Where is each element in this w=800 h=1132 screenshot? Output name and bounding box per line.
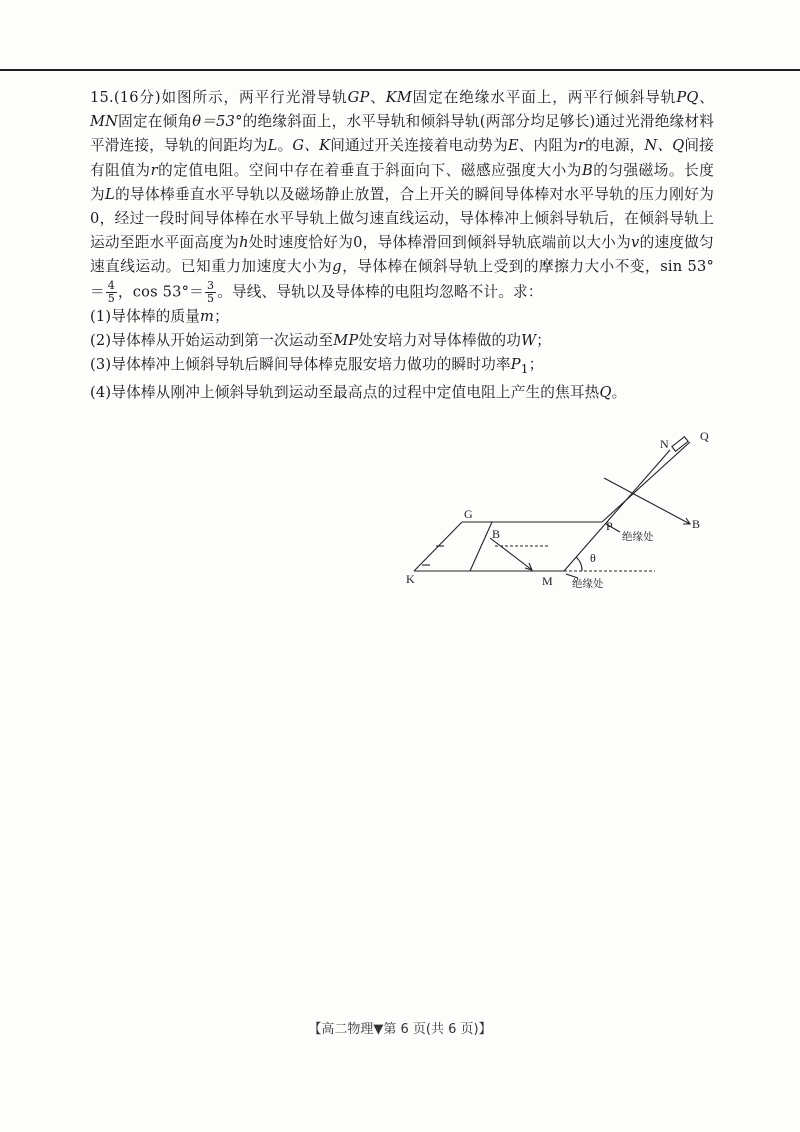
text: 。 — [277, 137, 293, 155]
problem-points: (16分) — [113, 89, 161, 106]
label-P: P — [606, 519, 613, 533]
var-GP: GP — [347, 89, 370, 106]
problem-statement — [90, 86, 714, 305]
var-r: r — [150, 161, 158, 179]
var-NQ: N、Q — [644, 137, 685, 155]
var-m: m — [200, 307, 215, 325]
label-M: M — [542, 574, 553, 588]
text: 处安培力对导体棒做的功 — [358, 331, 522, 349]
var-W: W — [521, 331, 537, 349]
text: 的速度做匀速直线运动。已知重力加速度大小为 — [90, 234, 714, 276]
text: 间通过开关连接着电动势为 — [330, 137, 508, 155]
label-insulated-bottom: 绝缘处 — [572, 578, 604, 590]
fraction-cos — [205, 280, 216, 305]
question-4 — [90, 381, 714, 405]
cos-label: cos 53°＝ — [132, 283, 204, 301]
resistor — [672, 437, 688, 452]
problem-15 — [90, 86, 714, 405]
page-footer: 【高二物理▼第 6 页(共 6 页)】 — [308, 1022, 492, 1037]
theta-arc — [576, 557, 582, 571]
rail-diagram — [400, 428, 720, 608]
text: 、内阻为 — [518, 137, 578, 155]
text: ； — [528, 356, 544, 374]
var-h: h — [239, 234, 249, 252]
var-L: L — [267, 137, 278, 155]
problem-number: 15. — [90, 89, 114, 106]
question-1 — [90, 305, 714, 329]
var-P: P — [510, 356, 521, 374]
label-K: K — [406, 572, 415, 586]
var-v: v — [631, 234, 640, 252]
label-G: G — [464, 507, 473, 521]
sin-label: sin 53°＝ — [90, 258, 715, 301]
text: 、 — [369, 89, 386, 106]
label-insulated-top: 绝缘处 — [622, 531, 654, 543]
text: 、 — [698, 89, 715, 106]
text: ； — [536, 331, 552, 349]
fraction-sin — [106, 280, 117, 305]
label-Q: Q — [700, 429, 709, 443]
text: 固定在绝缘水平面上，两平行倾斜导轨 — [411, 89, 677, 106]
text: ； — [214, 307, 229, 325]
b-field-line — [604, 478, 690, 524]
var-B: B — [581, 161, 593, 179]
var-g: g — [332, 258, 342, 276]
label-B-right: B — [692, 517, 701, 531]
label-theta: θ — [590, 551, 596, 565]
var-E: E — [507, 137, 519, 155]
var-KM: KM — [385, 89, 412, 106]
text: (3)导体棒冲上倾斜导轨后瞬间导体棒克服安培力做功的瞬时功率 — [90, 356, 511, 374]
rail-MN — [564, 450, 670, 571]
var-PQ: PQ — [676, 89, 699, 106]
text: (2)导体棒从开始运动到第一次运动至 — [90, 331, 334, 349]
question-3 — [90, 353, 714, 381]
fraction-numerator: 4 — [107, 278, 115, 292]
text: ，导体棒在倾斜导轨上受到的摩擦力大小不变， — [341, 258, 661, 276]
text: (1)导体棒的质量 — [90, 307, 201, 325]
fraction-denominator: 5 — [206, 291, 215, 305]
text: 的匀强磁场。长度为 — [90, 161, 714, 203]
fraction-denominator: 5 — [107, 291, 115, 305]
b-field-line — [490, 538, 532, 570]
text: (4)导体棒从刚冲上倾斜导轨到运动至最高点的过程中定值电阻上产生的焦耳热 — [90, 384, 600, 402]
text: 的导体棒垂直水平导轨以及磁场静止放置，合上开关的瞬间导体棒对水平导轨的压力刚好为0，经过一段时间导体棒在水平导轨上做匀速直线运动，导体棒冲上倾斜导轨后，在倾斜导轨上运动至距水平面高度为 — [90, 185, 714, 252]
text: 间接有阻值为 — [90, 137, 714, 179]
var-theta: θ＝53° — [192, 113, 243, 131]
var-GK: G、K — [292, 137, 331, 155]
question-2 — [90, 329, 714, 353]
text: 的定值电阻。空间中存在着垂直于斜面向下、磁感应强度大小为 — [157, 161, 582, 179]
text: 如图所示，两平行光滑导轨 — [160, 89, 348, 106]
var-MP: MP — [333, 331, 359, 349]
rail-PQ — [602, 442, 690, 522]
top-rule — [0, 69, 800, 71]
var-MN: MN — [90, 113, 119, 131]
text: 的绝缘斜面上，水平导轨和倾斜导轨(两部分均足够长)通过光滑绝缘材料平滑连接，导轨的间距均为 — [90, 113, 714, 155]
conductor-rod — [470, 522, 492, 571]
text: ， — [118, 283, 133, 301]
var-r: r — [577, 137, 586, 155]
text: 的电源， — [585, 137, 645, 155]
text: 固定在倾角 — [118, 113, 193, 131]
var-L: L — [104, 185, 115, 203]
text: 。导线、导轨以及导体棒的电阻均忽略不计。求： — [217, 283, 543, 301]
label-N: N — [660, 437, 669, 451]
fraction-numerator: 3 — [206, 278, 215, 292]
var-Q: Q — [599, 384, 612, 402]
text: 。 — [611, 384, 627, 402]
text: 处时速度恰好为0，导体棒滑回到倾斜导轨底端前以大小为 — [248, 234, 631, 252]
subscript: 1 — [520, 361, 529, 376]
label-B-mid: B — [492, 527, 501, 541]
